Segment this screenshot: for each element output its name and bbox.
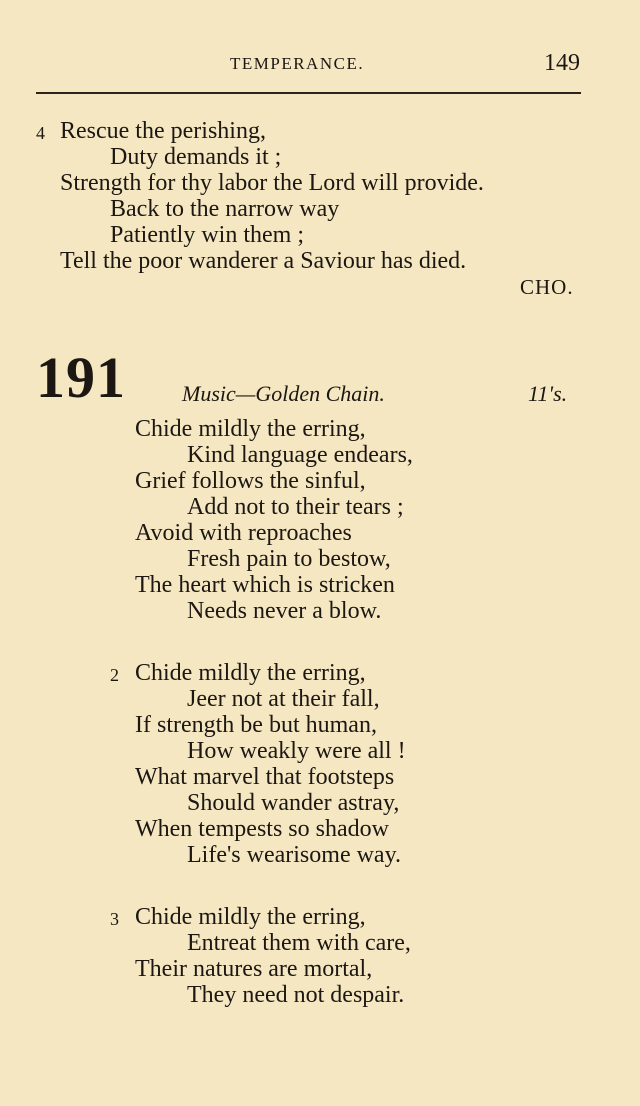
verse-line: Avoid with reproaches [135, 520, 352, 546]
verse-number: 3 [110, 909, 119, 929]
tune-line [182, 381, 385, 407]
verse-line: Duty demands it ; [110, 144, 282, 170]
hymn-number: 191 [36, 345, 126, 410]
verse-line: Their natures are mortal, [135, 956, 373, 982]
verse-number: 4 [36, 123, 45, 143]
verse-line: Entreat them with care, [187, 930, 411, 956]
verse-line: Life's wearisome way. [187, 842, 402, 868]
meter: 11's. [528, 381, 568, 406]
verse-line: When tempests so shadow [135, 816, 389, 842]
verse-line: If strength be but human, [135, 712, 377, 738]
verse-line: Back to the narrow way [110, 196, 340, 222]
verse-line: Jeer not at their fall, [187, 686, 380, 712]
music-label: Music— [182, 381, 256, 406]
verse-line: Patiently win them ; [110, 222, 304, 248]
verse-line: Should wander astray, [187, 790, 400, 816]
verse-line: Needs never a blow. [187, 598, 382, 624]
verse-line: Tell the poor wanderer a Saviour has died. [60, 248, 467, 274]
verse-line: Chide mildly the erring, [135, 416, 366, 442]
verse-line: The heart which is stricken [135, 572, 395, 598]
header-rule [36, 92, 581, 94]
verse-line: Strength for thy labor the Lord will provide. [60, 170, 484, 196]
verse-line: Kind language endears, [187, 442, 413, 468]
verse-line: Rescue the perishing, [60, 118, 266, 144]
verse-line: Add not to their tears ; [187, 494, 404, 520]
verse-line: Chide mildly the erring, [135, 904, 366, 930]
refrain-marker: CHO. [520, 275, 574, 299]
verse-line: Chide mildly the erring, [135, 660, 366, 686]
page-number: 149 [544, 50, 580, 76]
verse-line: What marvel that footsteps [135, 764, 395, 790]
verse-line: Fresh pain to bestow, [187, 546, 391, 572]
tune-name: Golden Chain. [255, 381, 385, 406]
verse-line: How weakly were all ! [187, 738, 406, 764]
running-head: TEMPERANCE. [230, 54, 365, 73]
verse-line: Grief follows the sinful, [135, 468, 366, 494]
verse-number: 2 [110, 665, 119, 685]
verse-line: They need not despair. [187, 982, 405, 1008]
